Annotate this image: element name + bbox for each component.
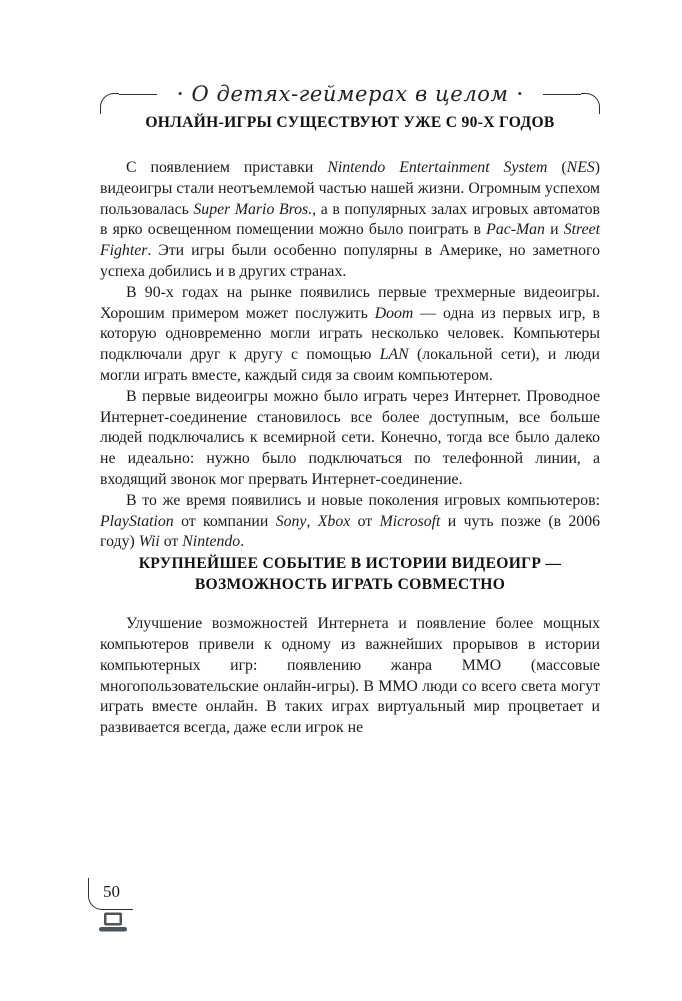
bullet-icon: • <box>177 86 183 101</box>
ornament-line-right <box>543 94 581 95</box>
paragraph: В первые видеоигры можно было играть через Интернет. Проводное Интернет-соединение становилось все более доступным, все больше людей подключались к всемирной сети. Конечно, тогда все было далеко не идеально: нужно было подключаться по телефонной линии, а входящий звонок мог прервать Интернет-соединение. <box>100 387 600 488</box>
laptop-icon <box>96 912 130 933</box>
ornament-corner-right <box>581 93 600 114</box>
running-header-title: О детях-геймерах в целом <box>191 82 509 106</box>
header-ornament <box>100 76 600 112</box>
paragraph: В то же время появились и новые поколения игровых компьютеров: PlayStation от компании Sony, Xbox от Microsoft и чуть позже (в 2006 году) Wii от Nintendo. <box>100 491 601 551</box>
section-heading <box>100 112 600 133</box>
page-number: 50 <box>103 882 120 901</box>
paragraph: С появлением приставки Nintendo Entertainment System (NES) видеоигры стали неотъемлемой частью нашей жизни. Огромным успехом пользовалась Super Mario Bros., а в популярных залах игровых автоматов в ярко освещенном помещении можно было поиграть в Pac-Man и Street Fighter. Эти игры были особенно популярны в Америке, но заметного успеха добились и в других странах. <box>100 159 601 280</box>
page-content <box>100 112 600 739</box>
section-body <box>100 158 600 553</box>
paragraph: В 90-х годах на рынке появились первые трехмерные видеоигры. Хорошим примером может послужить Doom — одна из первых игр, в которую одновременно могли играть несколько человек. Компьютеры подключали друг к другу с помощью LAN (локальной сети), и люди могли играть вместе, каждый сидя за своим компьютером. <box>100 283 600 384</box>
running-header <box>157 82 543 106</box>
page-footer <box>88 878 148 936</box>
section-heading-line: КРУПНЕЙШЕЕ СОБЫТИЕ В ИСТОРИИ ВИДЕОИГР — <box>138 555 562 573</box>
section-body <box>100 614 600 739</box>
ornament-corner-left <box>100 93 119 114</box>
bullet-icon: • <box>517 86 523 101</box>
section-heading-line: ВОЗМОЖНОСТЬ ИГРАТЬ СОВМЕСТНО <box>194 576 506 594</box>
paragraph: Улучшение возможностей Интернета и появление более мощных компьютеров привели к одному из важнейших прорывов в истории компьютерных игр: появлению жанра MMO (массовые многопользовательские онлайн-игры). В MMO люди со всего света могут играть вместе онлайн. В таких играх виртуальный мир процветает и развивается всегда, даже если игрок не <box>100 615 600 737</box>
section-heading-line: ОНЛАЙН-ИГРЫ СУЩЕСТВУЮТ УЖЕ С 90-Х ГОДОВ <box>145 114 555 131</box>
ornament-line-left <box>119 94 157 95</box>
section-heading <box>100 553 600 595</box>
